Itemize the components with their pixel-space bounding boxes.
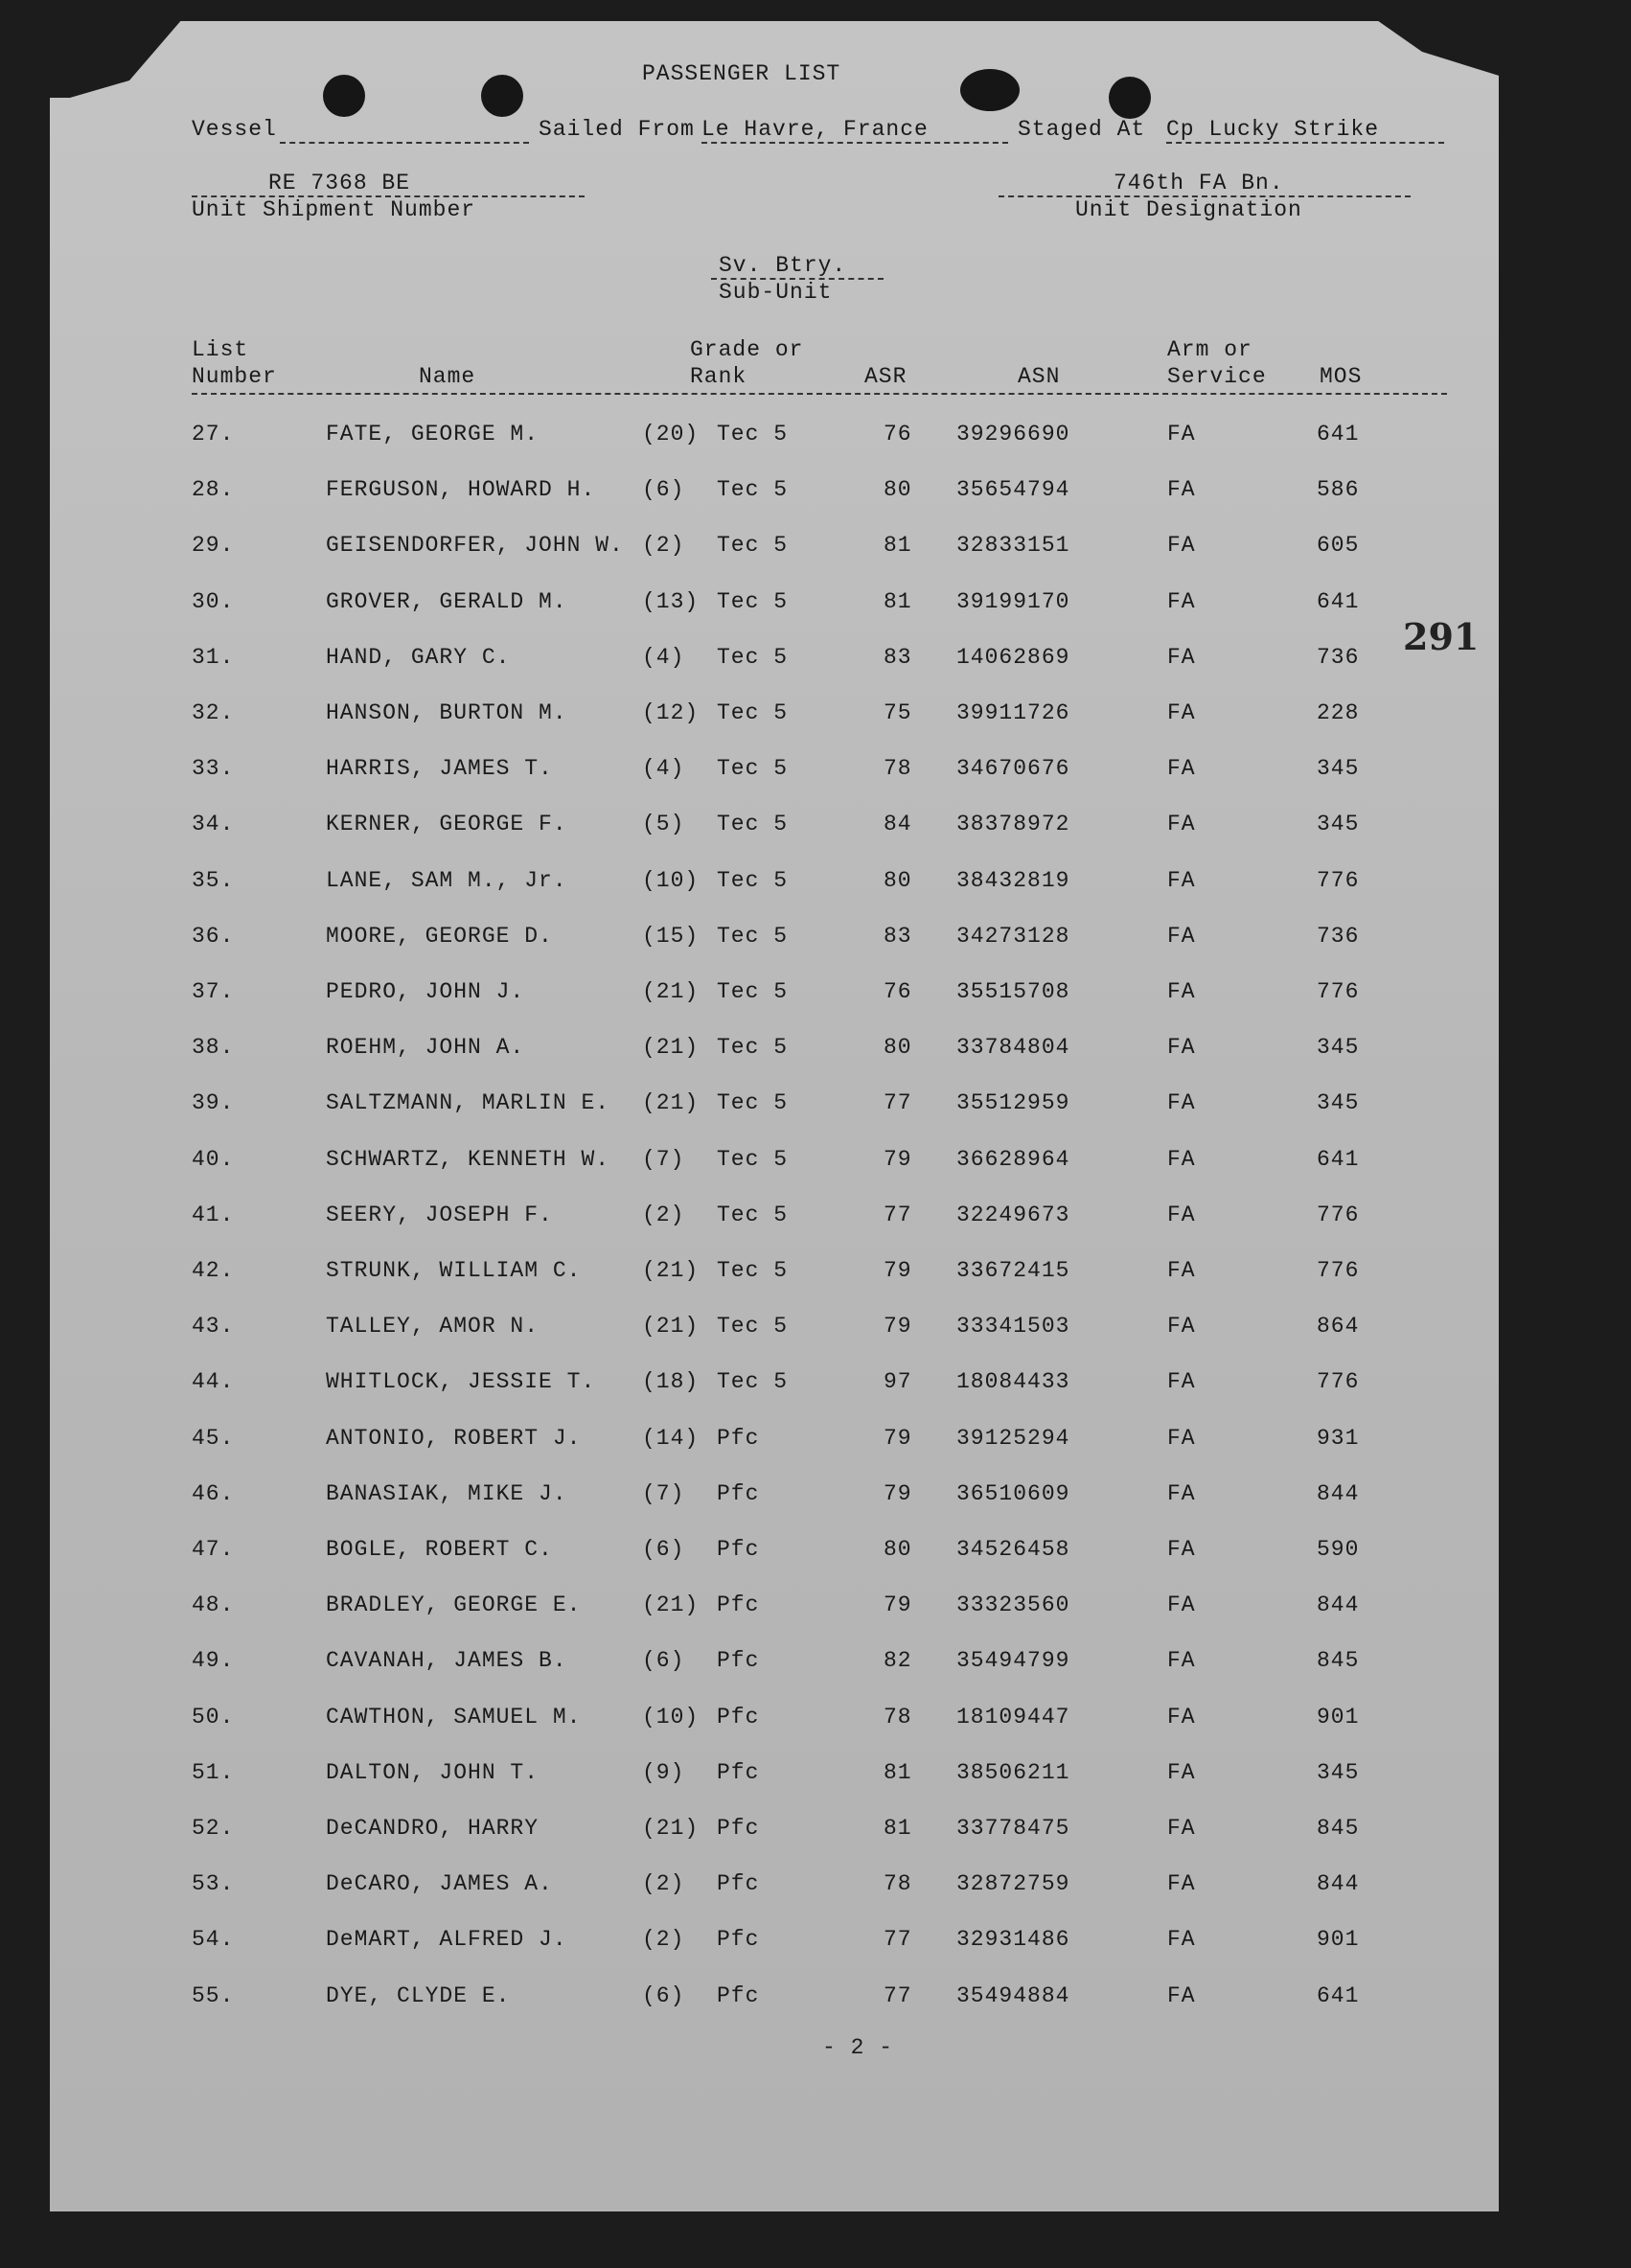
row-name: LANE, SAM M., Jr. — [326, 867, 567, 893]
row-asr: 78 — [884, 756, 912, 782]
row-mos: 736 — [1317, 644, 1360, 670]
row-mos: 641 — [1317, 422, 1360, 447]
row-rank: Tec 5 — [717, 533, 789, 559]
col-mos: MOS — [1320, 364, 1363, 389]
row-rank: Tec 5 — [717, 588, 789, 614]
row-number: 39. — [192, 1090, 235, 1116]
row-number: 45. — [192, 1425, 235, 1451]
row-asn: 35515708 — [956, 979, 1070, 1004]
row-asr: 81 — [884, 1759, 912, 1785]
row-grade-code: (6) — [642, 1648, 685, 1674]
row-arm: FA — [1167, 1871, 1196, 1897]
row-mos: 641 — [1317, 1982, 1360, 2008]
row-mos: 776 — [1317, 1369, 1360, 1395]
row-grade-code: (13) — [642, 588, 700, 614]
row-grade-code: (21) — [642, 1314, 700, 1340]
col-list-number-line1: List — [192, 337, 249, 362]
vessel-label: Vessel — [192, 117, 277, 142]
row-name: ROEHM, JOHN A. — [326, 1035, 525, 1061]
row-number: 42. — [192, 1258, 235, 1283]
row-grade-code: (10) — [642, 1704, 700, 1730]
row-number: 31. — [192, 644, 235, 670]
row-mos: 931 — [1317, 1425, 1360, 1451]
row-arm: FA — [1167, 1759, 1196, 1785]
row-name: MOORE, GEORGE D. — [326, 923, 553, 949]
row-arm: FA — [1167, 422, 1196, 447]
row-grade-code: (2) — [642, 1871, 685, 1897]
table-row — [50, 1871, 1499, 1900]
row-arm: FA — [1167, 1704, 1196, 1730]
row-asr: 83 — [884, 923, 912, 949]
row-number: 33. — [192, 756, 235, 782]
col-grade-line1: Grade or — [690, 337, 804, 362]
row-rank: Tec 5 — [717, 1258, 789, 1283]
row-arm: FA — [1167, 1146, 1196, 1172]
row-rank: Tec 5 — [717, 644, 789, 670]
row-asn: 32249673 — [956, 1202, 1070, 1227]
table-row — [50, 589, 1499, 618]
table-row — [50, 533, 1499, 561]
row-number: 55. — [192, 1982, 235, 2008]
row-name: WHITLOCK, JESSIE T. — [326, 1369, 596, 1395]
row-arm: FA — [1167, 644, 1196, 670]
row-rank: Pfc — [717, 1759, 760, 1785]
row-name: SALTZMANN, MARLIN E. — [326, 1090, 610, 1116]
row-mos: 844 — [1317, 1871, 1360, 1897]
row-asn: 33784804 — [956, 1035, 1070, 1061]
row-grade-code: (14) — [642, 1425, 700, 1451]
col-grade-line2: Rank — [690, 364, 747, 389]
row-arm: FA — [1167, 1090, 1196, 1116]
row-asr: 79 — [884, 1146, 912, 1172]
row-mos: 776 — [1317, 1258, 1360, 1283]
row-name: GROVER, GERALD M. — [326, 588, 567, 614]
row-grade-code: (9) — [642, 1759, 685, 1785]
col-arm-line2: Service — [1167, 364, 1267, 389]
row-asn: 38506211 — [956, 1759, 1070, 1785]
row-number: 46. — [192, 1480, 235, 1506]
row-mos: 605 — [1317, 533, 1360, 559]
row-asr: 78 — [884, 1704, 912, 1730]
table-row — [50, 477, 1499, 506]
row-asr: 76 — [884, 422, 912, 447]
row-name: DeCANDRO, HARRY — [326, 1816, 540, 1841]
row-rank: Tec 5 — [717, 1146, 789, 1172]
table-row — [50, 1035, 1499, 1064]
table-row — [50, 1090, 1499, 1119]
col-asr: ASR — [864, 364, 907, 389]
row-rank: Pfc — [717, 1537, 760, 1562]
row-grade-code: (7) — [642, 1146, 685, 1172]
table-row — [50, 1147, 1499, 1176]
row-grade-code: (18) — [642, 1369, 700, 1395]
col-arm-line1: Arm or — [1167, 337, 1252, 362]
row-number: 52. — [192, 1816, 235, 1841]
torn-corner-left — [40, 11, 189, 98]
row-asn: 38378972 — [956, 812, 1070, 837]
table-row — [50, 700, 1499, 729]
row-asn: 33672415 — [956, 1258, 1070, 1283]
row-asr: 97 — [884, 1369, 912, 1395]
staged-at-value: Cp Lucky Strike — [1166, 117, 1444, 144]
row-number: 53. — [192, 1871, 235, 1897]
row-arm: FA — [1167, 1314, 1196, 1340]
row-grade-code: (4) — [642, 644, 685, 670]
row-arm: FA — [1167, 1592, 1196, 1618]
row-grade-code: (2) — [642, 1927, 685, 1953]
unit-shipment-label: Unit Shipment Number — [192, 197, 476, 222]
row-number: 35. — [192, 867, 235, 893]
document-page — [50, 21, 1499, 2211]
row-number: 36. — [192, 923, 235, 949]
row-rank: Tec 5 — [717, 1314, 789, 1340]
row-mos: 641 — [1317, 588, 1360, 614]
row-rank: Pfc — [717, 1982, 760, 2008]
table-row — [50, 1314, 1499, 1342]
row-arm: FA — [1167, 700, 1196, 725]
row-rank: Pfc — [717, 1592, 760, 1618]
row-arm: FA — [1167, 1258, 1196, 1283]
col-asn: ASN — [1018, 364, 1061, 389]
row-number: 28. — [192, 477, 235, 503]
row-asn: 35494799 — [956, 1648, 1070, 1674]
row-number: 30. — [192, 588, 235, 614]
row-number: 43. — [192, 1314, 235, 1340]
row-grade-code: (10) — [642, 867, 700, 893]
row-grade-code: (21) — [642, 1816, 700, 1841]
row-arm: FA — [1167, 1648, 1196, 1674]
row-grade-code: (15) — [642, 923, 700, 949]
table-row — [50, 868, 1499, 897]
row-arm: FA — [1167, 1425, 1196, 1451]
sailed-from-value: Le Havre, France — [701, 117, 1008, 144]
row-grade-code: (21) — [642, 979, 700, 1004]
row-rank: Tec 5 — [717, 979, 789, 1004]
stamp-number: 291 — [1403, 615, 1480, 658]
sailed-from-label: Sailed From — [539, 117, 695, 142]
row-name: BANASIAK, MIKE J. — [326, 1480, 567, 1506]
table-row — [50, 1481, 1499, 1510]
row-asr: 76 — [884, 979, 912, 1004]
row-asr: 80 — [884, 1537, 912, 1562]
row-name: PEDRO, JOHN J. — [326, 979, 525, 1004]
row-name: KERNER, GEORGE F. — [326, 812, 567, 837]
table-row — [50, 645, 1499, 674]
row-asn: 34273128 — [956, 923, 1070, 949]
row-mos: 345 — [1317, 756, 1360, 782]
row-asn: 35512959 — [956, 1090, 1070, 1116]
table-row — [50, 924, 1499, 952]
row-rank: Pfc — [717, 1480, 760, 1506]
row-arm: FA — [1167, 979, 1196, 1004]
row-asn: 32833151 — [956, 533, 1070, 559]
row-asr: 81 — [884, 533, 912, 559]
row-arm: FA — [1167, 756, 1196, 782]
row-mos: 776 — [1317, 1202, 1360, 1227]
row-mos: 901 — [1317, 1704, 1360, 1730]
row-grade-code: (6) — [642, 1982, 685, 2008]
row-rank: Pfc — [717, 1425, 760, 1451]
row-rank: Tec 5 — [717, 700, 789, 725]
row-mos: 844 — [1317, 1592, 1360, 1618]
row-asr: 80 — [884, 1035, 912, 1061]
row-asr: 77 — [884, 1202, 912, 1227]
unit-shipment-value: RE 7368 BE — [192, 171, 585, 197]
document-title: PASSENGER LIST — [642, 61, 841, 86]
row-asr: 77 — [884, 1982, 912, 2008]
row-asn: 36628964 — [956, 1146, 1070, 1172]
row-arm: FA — [1167, 1816, 1196, 1841]
row-mos: 345 — [1317, 812, 1360, 837]
col-name: Name — [419, 364, 476, 389]
table-row — [50, 979, 1499, 1008]
row-grade-code: (21) — [642, 1090, 700, 1116]
header-rule — [192, 393, 1447, 395]
row-asr: 78 — [884, 1871, 912, 1897]
row-asn: 35654794 — [956, 477, 1070, 503]
row-mos: 590 — [1317, 1537, 1360, 1562]
row-grade-code: (21) — [642, 1592, 700, 1618]
table-row — [50, 1203, 1499, 1231]
row-asr: 84 — [884, 812, 912, 837]
row-asr: 83 — [884, 644, 912, 670]
row-asn: 32872759 — [956, 1871, 1070, 1897]
row-number: 48. — [192, 1592, 235, 1618]
row-asn: 39125294 — [956, 1425, 1070, 1451]
row-arm: FA — [1167, 1927, 1196, 1953]
row-asn: 35494884 — [956, 1982, 1070, 2008]
row-grade-code: (6) — [642, 477, 685, 503]
vessel-underline — [280, 142, 529, 144]
row-asr: 81 — [884, 1816, 912, 1841]
row-name: DYE, CLYDE E. — [326, 1982, 511, 2008]
row-mos: 345 — [1317, 1090, 1360, 1116]
row-grade-code: (7) — [642, 1480, 685, 1506]
row-asr: 79 — [884, 1480, 912, 1506]
table-row — [50, 1760, 1499, 1789]
table-row — [50, 1648, 1499, 1677]
table-row — [50, 812, 1499, 840]
unit-designation-value: 746th FA Bn. — [999, 171, 1411, 197]
row-name: GEISENDORFER, JOHN W. — [326, 533, 624, 559]
row-rank: Pfc — [717, 1816, 760, 1841]
row-grade-code: (2) — [642, 1202, 685, 1227]
row-grade-code: (21) — [642, 1258, 700, 1283]
table-row — [50, 1816, 1499, 1844]
row-rank: Tec 5 — [717, 1369, 789, 1395]
row-rank: Tec 5 — [717, 422, 789, 447]
sub-unit-label: Sub-Unit — [719, 280, 833, 305]
row-mos: 776 — [1317, 979, 1360, 1004]
row-arm: FA — [1167, 588, 1196, 614]
row-asn: 38432819 — [956, 867, 1070, 893]
row-asn: 33323560 — [956, 1592, 1070, 1618]
row-rank: Tec 5 — [717, 1035, 789, 1061]
row-asn: 32931486 — [956, 1927, 1070, 1953]
row-name: DeMART, ALFRED J. — [326, 1927, 567, 1953]
row-name: SCHWARTZ, KENNETH W. — [326, 1146, 610, 1172]
table-row — [50, 1927, 1499, 1956]
row-asn: 33778475 — [956, 1816, 1070, 1841]
row-arm: FA — [1167, 533, 1196, 559]
row-name: BRADLEY, GEORGE E. — [326, 1592, 582, 1618]
row-grade-code: (4) — [642, 756, 685, 782]
row-number: 49. — [192, 1648, 235, 1674]
row-rank: Tec 5 — [717, 867, 789, 893]
sub-unit-value: Sv. Btry. — [711, 253, 884, 280]
row-number: 29. — [192, 533, 235, 559]
row-arm: FA — [1167, 1202, 1196, 1227]
torn-corner-right — [1365, 11, 1508, 79]
row-rank: Pfc — [717, 1927, 760, 1953]
row-grade-code: (2) — [642, 533, 685, 559]
table-row — [50, 1592, 1499, 1621]
row-mos: 844 — [1317, 1480, 1360, 1506]
row-asr: 79 — [884, 1258, 912, 1283]
staged-at-label: Staged At — [1018, 117, 1146, 142]
col-list-number-line2: Number — [192, 364, 277, 389]
row-name: HAND, GARY C. — [326, 644, 511, 670]
row-mos: 345 — [1317, 1759, 1360, 1785]
row-number: 37. — [192, 979, 235, 1004]
row-name: HANSON, BURTON M. — [326, 700, 567, 725]
row-rank: Tec 5 — [717, 812, 789, 837]
row-arm: FA — [1167, 1480, 1196, 1506]
row-asn: 39911726 — [956, 700, 1070, 725]
row-grade-code: (20) — [642, 422, 700, 447]
row-number: 54. — [192, 1927, 235, 1953]
row-asn: 36510609 — [956, 1480, 1070, 1506]
row-asr: 77 — [884, 1927, 912, 1953]
row-mos: 901 — [1317, 1927, 1360, 1953]
row-asn: 14062869 — [956, 644, 1070, 670]
table-row — [50, 1983, 1499, 2012]
row-arm: FA — [1167, 477, 1196, 503]
row-asn: 34526458 — [956, 1537, 1070, 1562]
row-name: DALTON, JOHN T. — [326, 1759, 540, 1785]
row-grade-code: (6) — [642, 1537, 685, 1562]
row-number: 41. — [192, 1202, 235, 1227]
row-asn: 18109447 — [956, 1704, 1070, 1730]
row-asr: 79 — [884, 1314, 912, 1340]
row-number: 40. — [192, 1146, 235, 1172]
row-number: 50. — [192, 1704, 235, 1730]
row-arm: FA — [1167, 923, 1196, 949]
row-asr: 80 — [884, 477, 912, 503]
row-arm: FA — [1167, 1035, 1196, 1061]
row-grade-code: (21) — [642, 1035, 700, 1061]
row-arm: FA — [1167, 812, 1196, 837]
row-rank: Pfc — [717, 1648, 760, 1674]
row-grade-code: (12) — [642, 700, 700, 725]
row-name: FERGUSON, HOWARD H. — [326, 477, 596, 503]
row-asr: 81 — [884, 588, 912, 614]
row-name: SEERY, JOSEPH F. — [326, 1202, 553, 1227]
row-rank: Pfc — [717, 1704, 760, 1730]
row-rank: Tec 5 — [717, 923, 789, 949]
row-mos: 586 — [1317, 477, 1360, 503]
page-number: - 2 - — [822, 2035, 894, 2060]
table-row — [50, 1537, 1499, 1566]
row-arm: FA — [1167, 867, 1196, 893]
row-number: 44. — [192, 1369, 235, 1395]
row-asr: 79 — [884, 1592, 912, 1618]
row-asr: 77 — [884, 1090, 912, 1116]
punch-hole — [481, 75, 523, 117]
row-name: CAVANAH, JAMES B. — [326, 1648, 567, 1674]
row-mos: 845 — [1317, 1648, 1360, 1674]
row-name: CAWTHON, SAMUEL M. — [326, 1704, 582, 1730]
row-number: 27. — [192, 422, 235, 447]
table-row — [50, 1369, 1499, 1398]
row-rank: Tec 5 — [717, 756, 789, 782]
row-asr: 82 — [884, 1648, 912, 1674]
row-name: HARRIS, JAMES T. — [326, 756, 553, 782]
row-number: 32. — [192, 700, 235, 725]
row-rank: Pfc — [717, 1871, 760, 1897]
row-number: 34. — [192, 812, 235, 837]
row-mos: 345 — [1317, 1035, 1360, 1061]
table-row — [50, 1258, 1499, 1287]
row-number: 51. — [192, 1759, 235, 1785]
row-arm: FA — [1167, 1369, 1196, 1395]
row-rank: Tec 5 — [717, 1090, 789, 1116]
row-name: ANTONIO, ROBERT J. — [326, 1425, 582, 1451]
punch-hole — [323, 75, 365, 117]
unit-designation-label: Unit Designation — [1075, 197, 1302, 222]
row-asr: 80 — [884, 867, 912, 893]
punch-hole — [1109, 77, 1151, 119]
table-row — [50, 422, 1499, 450]
row-name: STRUNK, WILLIAM C. — [326, 1258, 582, 1283]
row-asn: 18084433 — [956, 1369, 1070, 1395]
row-asr: 75 — [884, 700, 912, 725]
row-rank: Tec 5 — [717, 1202, 789, 1227]
row-mos: 641 — [1317, 1146, 1360, 1172]
row-asn: 33341503 — [956, 1314, 1070, 1340]
row-arm: FA — [1167, 1982, 1196, 2008]
row-mos: 736 — [1317, 923, 1360, 949]
row-arm: FA — [1167, 1537, 1196, 1562]
row-name: FATE, GEORGE M. — [326, 422, 540, 447]
row-asn: 39296690 — [956, 422, 1070, 447]
row-rank: Tec 5 — [717, 477, 789, 503]
row-mos: 864 — [1317, 1314, 1360, 1340]
row-grade-code: (5) — [642, 812, 685, 837]
table-row — [50, 1426, 1499, 1455]
row-number: 47. — [192, 1537, 235, 1562]
row-asn: 39199170 — [956, 588, 1070, 614]
row-mos: 845 — [1317, 1816, 1360, 1841]
row-asn: 34670676 — [956, 756, 1070, 782]
table-row — [50, 1705, 1499, 1733]
punch-hole — [960, 69, 1020, 111]
row-asr: 79 — [884, 1425, 912, 1451]
row-mos: 228 — [1317, 700, 1360, 725]
row-number: 38. — [192, 1035, 235, 1061]
row-name: TALLEY, AMOR N. — [326, 1314, 540, 1340]
row-name: BOGLE, ROBERT C. — [326, 1537, 553, 1562]
row-name: DeCARO, JAMES A. — [326, 1871, 553, 1897]
row-mos: 776 — [1317, 867, 1360, 893]
table-row — [50, 756, 1499, 785]
